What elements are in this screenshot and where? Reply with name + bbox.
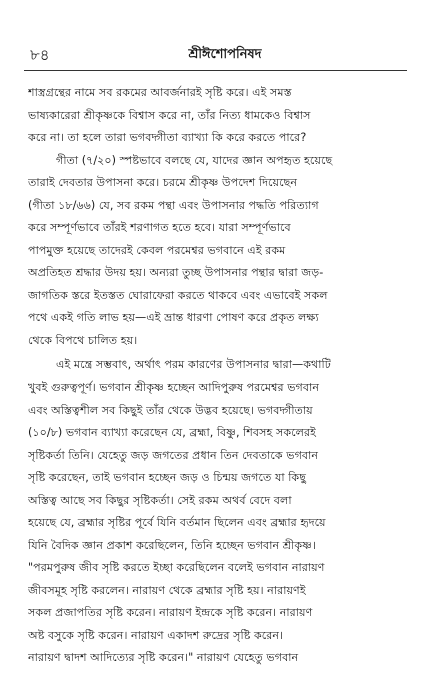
text-line: থেকে বিপথে চালিত হয়। <box>28 333 138 347</box>
text-line: (গীতা ১৮/৬৬) যে, সব রকম পন্থা এবং উপাসনার পদ্ধতি পরিত্যাগ <box>28 198 319 212</box>
text-line: সৃষ্টি করেছেন, তাই ভগবান হচ্ছেন জড় ও চিন্ময় জগতে যা কিছু <box>28 471 307 485</box>
text-line: যিনি বৈদিক জ্ঞান প্রকাশ করেছিলেন, তিনি হচ্ছেন ভগবান শ্রীকৃষ্ণ। <box>28 538 316 552</box>
text-line: হয়েছে যে, ব্রহ্মার সৃষ্টির পূর্বে যিনি বর্তমান ছিলেন এবং ব্রহ্মার হৃদয়ে <box>28 516 326 530</box>
text-line: পথে একই গতি লাভ হয়—এই ভ্রান্ত ধারণা পোষণ করে প্রকৃত লক্ষ্য <box>28 311 319 325</box>
text-line: নারায়ণ দ্বাদশ আদিত্যের সৃষ্টি করেন।" নারায়ণ যেহেতু ভগবান <box>28 651 299 665</box>
text-line: অষ্ট বসুকে সৃষ্টি করেন। নারায়ণ একাদশ রুদ্রের সৃষ্টি করেন। <box>28 628 284 642</box>
text-line: (১০/৮) ভগবান ব্যাখ্যা করেছেন যে, ব্রহ্মা, বিষ্ণু, শিবসহ সকলেরই <box>28 426 316 440</box>
text-line: করে সম্পূর্ণভাবে তাঁরই শরণাগত হতে হবে। যারা সম্পূর্ণভাবে <box>28 221 291 235</box>
text-line: শাস্ত্রগ্রন্থের নামে সব রকমের আবর্জনারই সৃষ্টি করে। এই সমস্ত <box>28 86 292 99</box>
text-line: ভাষ্যকারেরা শ্রীকৃষ্ণকে বিশ্বাস করে না, তাঁর নিত্য ধামকেও বিশ্বাস <box>28 108 311 122</box>
text-line: খুবই গুরুত্বপূর্ণ। ভগবান শ্রীকৃষ্ণ হচ্ছেন আদিপুরুষ পরমেশ্বর ভগবান <box>28 381 320 394</box>
text-line: অপ্রতিহত শ্রদ্ধার উদয় হয়। অন্যরা তুচ্ছ উপাসনার পন্থার দ্বারা জড়- <box>28 266 324 280</box>
running-title: শ্রীঈশোপনিষদ <box>188 47 262 62</box>
text-line: করে না। তা হলে তারা ভগবদ্গীতা ব্যাখ্যা কি করে করতে পারে? <box>28 131 307 145</box>
text-line: এই মন্ত্রে সম্ভবাৎ, অর্থাৎ পরম কারণের উপাসনার দ্বারা—কথাটি <box>56 358 331 372</box>
text-line: সৃষ্টিকর্তা তিনি। যেহেতু জড় জগতের প্রধান তিন দেবতাকে ভগবান <box>28 448 319 462</box>
text-line: অস্তিত্ব আছে সব কিছুর সৃষ্টিকর্তা। সেই রকম অথর্ব বেদে বলা <box>28 493 292 507</box>
header-divider <box>24 70 407 71</box>
text-line: গীতা (৭/২০) স্পষ্টভাবে বলছে যে, যাদের জ্ঞান অপহৃত হয়েছে <box>56 153 333 167</box>
text-line: "পরমপুরুষ জীব সৃষ্টি করতে ইচ্ছা করেছিলেন বলেই ভগবান নারায়ণ <box>28 561 325 575</box>
text-line: জীবসমূহ সৃষ্টি করলেন। নারায়ণ থেকে ব্রহ্মার সৃষ্টি হয়। নারায়ণই <box>28 583 306 597</box>
text-line: এবং অস্তিত্বশীল সব কিছুই তাঁর থেকে উদ্ভব হয়েছে। ভগবদ্গীতায় <box>28 403 313 417</box>
text-line: সকল প্রজাপতির সৃষ্টি করেন। নারায়ণ ইন্দ্রকে সৃষ্টি করেন। নারায়ণ <box>28 606 313 620</box>
page-number: ৮৪ <box>30 46 50 64</box>
text-line: তারাই দেবতার উপাসনা করে। চরমে শ্রীকৃষ্ণ উপদেশ দিয়েছেন <box>28 176 298 190</box>
text-line: পাপমুক্ত হয়েছে তাদেরই কেবল পরমেশ্বর ভগবানে এই রকম <box>28 243 286 257</box>
text-line: জাগতিক স্তরে ইতস্তত ঘোরাফেরা করতে থাকবে এবং এভাবেই সকল <box>28 288 328 302</box>
